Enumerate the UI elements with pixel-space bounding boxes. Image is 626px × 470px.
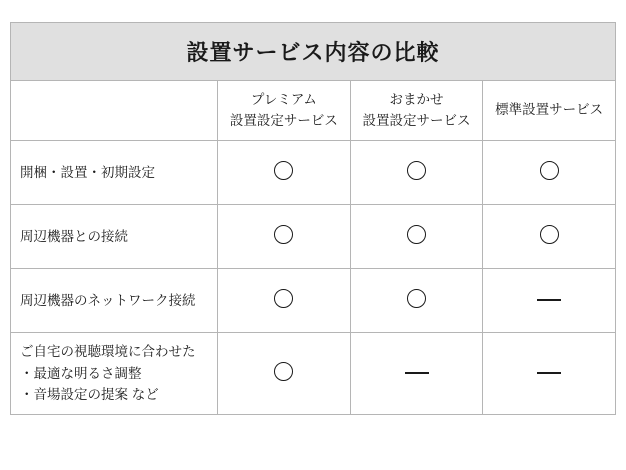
circle-icon [407,225,426,244]
table-header [11,81,616,141]
column-header-premium-line1: プレミアム [250,91,317,107]
column-header-standard [483,81,616,141]
column-header-omakase-line2: 設置設定サービス [362,112,471,128]
circle-icon [540,225,559,244]
row-label-line: ・音場設定の提案 など [20,387,159,403]
row-label-line: 周辺機器との接続 [20,228,128,244]
table-row [11,141,616,205]
row-label-peripheral-network [11,269,218,333]
row-label-line: 開梱・設置・初期設定 [20,164,155,180]
circle-icon [540,161,559,180]
circle-icon [274,161,293,180]
table-row [11,269,616,333]
cell-row0-col0 [218,141,351,205]
row-label-line: ・最適な明るさ調整 [20,365,142,381]
cell-row2-col0 [218,269,351,333]
circle-icon [274,362,293,381]
service-comparison-table [10,80,616,415]
table-body [11,141,616,415]
page-title: 設置サービス内容の比較 [186,40,440,65]
column-header-premium-line2: 設置設定サービス [229,112,338,128]
cell-row1-col1 [350,205,483,269]
table-row [11,333,616,415]
column-header-omakase [350,81,483,141]
circle-icon [407,161,426,180]
row-label-viewing-environment [11,333,218,415]
cell-row0-col2 [483,141,616,205]
table-header-row [11,81,616,141]
table-title-bar [10,22,616,80]
cell-row3-col0 [218,333,351,415]
row-label-line: 周辺機器のネットワーク接続 [20,292,196,308]
cell-row2-col2 [483,269,616,333]
cell-row0-col1 [350,141,483,205]
table-row [11,205,616,269]
cell-row3-col1 [350,333,483,415]
dash-icon [537,372,561,374]
header-blank-cell [11,81,218,141]
row-label-peripheral-connection [11,205,218,269]
dash-icon [405,372,429,374]
circle-icon [274,225,293,244]
cell-row1-col2 [483,205,616,269]
row-label-line: ご自宅の視聴環境に合わせた [20,343,196,359]
column-header-standard-line1: 標準設置サービス [495,102,604,118]
cell-row2-col1 [350,269,483,333]
cell-row3-col2 [483,333,616,415]
column-header-omakase-line1: おまかせ [389,91,444,107]
row-label-unpack-install-setup [11,141,218,205]
column-header-premium [218,81,351,141]
dash-icon [537,299,561,301]
cell-row1-col0 [218,205,351,269]
circle-icon [407,289,426,308]
circle-icon [274,289,293,308]
